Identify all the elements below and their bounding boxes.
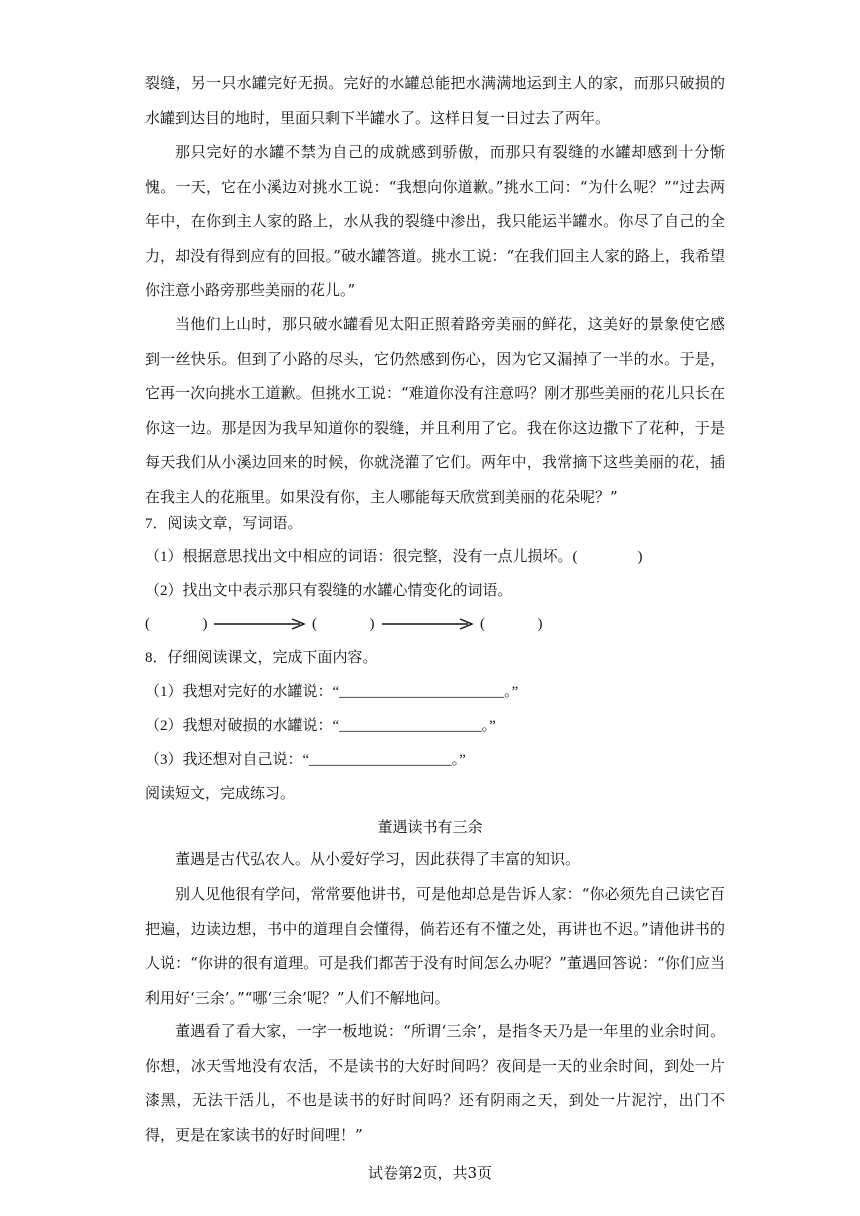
story2-paragraph-2: 别人见他很有学问，常常要他讲书，可是他却总是告诉人家：“你必须先自己读它百把遍，边读边想，书中的道理自会懂得，倘若还有不懂之处，再讲也不迟。”请他讲书的人说：“你讲的很有道理。可是我们都苦于没有时间怎么办呢？”董遇回答说：“你们应当利用好‘三余’。”“哪‘三余’呢？”人们不解地问。 xyxy=(145,885,725,1007)
story1-paragraph-3: 当他们上山时，那只破水罐看见太阳正照着路旁美丽的鲜花，这美好的景象使它感到一丝快乐。但到了小路的尽头，它仍然感到伤心，因为它又漏掉了一半的水。于是，它再一次向挑水工道歉。但挑水工说：“难道你没有注意吗？刚才那些美丽的花儿只长在你这一边。那是因为我早知道你的裂缝，并且利用了它。我在你这边撒下了花种，于是每天我们从小溪边回来的时候，你就浇灌了它们。两年中，我常摘下这些美丽的花，插在我主人的花瓶里。如果没有你，主人哪能每天欣赏到美丽的花朵呢？” xyxy=(145,315,725,506)
question-8-sub-3[interactable]: （3）我还想对自己说：“___________________。” xyxy=(145,752,466,768)
question-7-stem: 7．阅读文章，写词语。 xyxy=(145,516,303,532)
question-7-sub-1: （1）根据意思找出文中相应的词语：很完整，没有一点儿损坏。( ) xyxy=(145,549,643,565)
story2-paragraph-3: 董遇看了看大家，一字一板地说：“所谓‘三余’，是指冬天乃是一年里的业余时间。你想，冰天雪地没有农活，不是读书的大好时间吗？夜间是一天的业余时间，到处一片漆黑，无法干活儿，不也是读书的好时间吗？还有阴雨之天，到处一片泥泞，出门不得，更是在家读书的好时间哩！” xyxy=(145,1022,725,1144)
story1-paragraph-1: 裂缝，另一只水罐完好无损。完好的水罐总能把水满满地运到主人的家，而那只破损的水罐到达目的地时，里面只剩下半罐水了。这样日复一日过去了两年。 xyxy=(145,74,725,127)
reading-instruction: 阅读短文，完成练习。 xyxy=(145,786,296,802)
story2-title: 董遇读书有三余 xyxy=(377,818,483,836)
right-arrow-icon xyxy=(212,617,308,631)
answer-blank-2[interactable]: ( ) xyxy=(312,616,375,632)
question-8-sub-1[interactable]: （1）我想对完好的水罐说：“______________________。” xyxy=(145,684,519,700)
question-7-sub-2: （2）找出文中表示那只有裂缝的水罐心情变化的词语。 xyxy=(145,583,513,599)
right-arrow-icon xyxy=(380,617,476,631)
question-8-sub-2[interactable]: （2）我想对破损的水罐说：“___________________。” xyxy=(145,718,496,734)
story1-paragraph-2: 那只完好的水罐不禁为自己的成就感到骄傲，而那只有裂缝的水罐却感到十分惭愧。一天，它在小溪边对挑水工说：“我想向你道歉。”挑水工问：“为什么呢？”“过去两年中，在你到主人家的路上，水从我的裂缝中渗出，我只能运半罐水。你尽了自己的全力，却没有得到应有的回报。”破水罐答道。挑水工说：“在我们回主人家的路上，我希望你注意小路旁那些美丽的花儿。” xyxy=(145,143,725,299)
answer-blank-3[interactable]: ( ) xyxy=(480,616,543,632)
answer-blank-1[interactable]: ( ) xyxy=(145,616,208,632)
question-8-stem: 8．仔细阅读课文，完成下面内容。 xyxy=(145,650,378,666)
page-footer: 试卷第2页，共3页 xyxy=(367,1164,493,1182)
story2-paragraph-1: 董遇是古代弘农人。从小爱好学习，因此获得了丰富的知识。 xyxy=(175,850,581,868)
